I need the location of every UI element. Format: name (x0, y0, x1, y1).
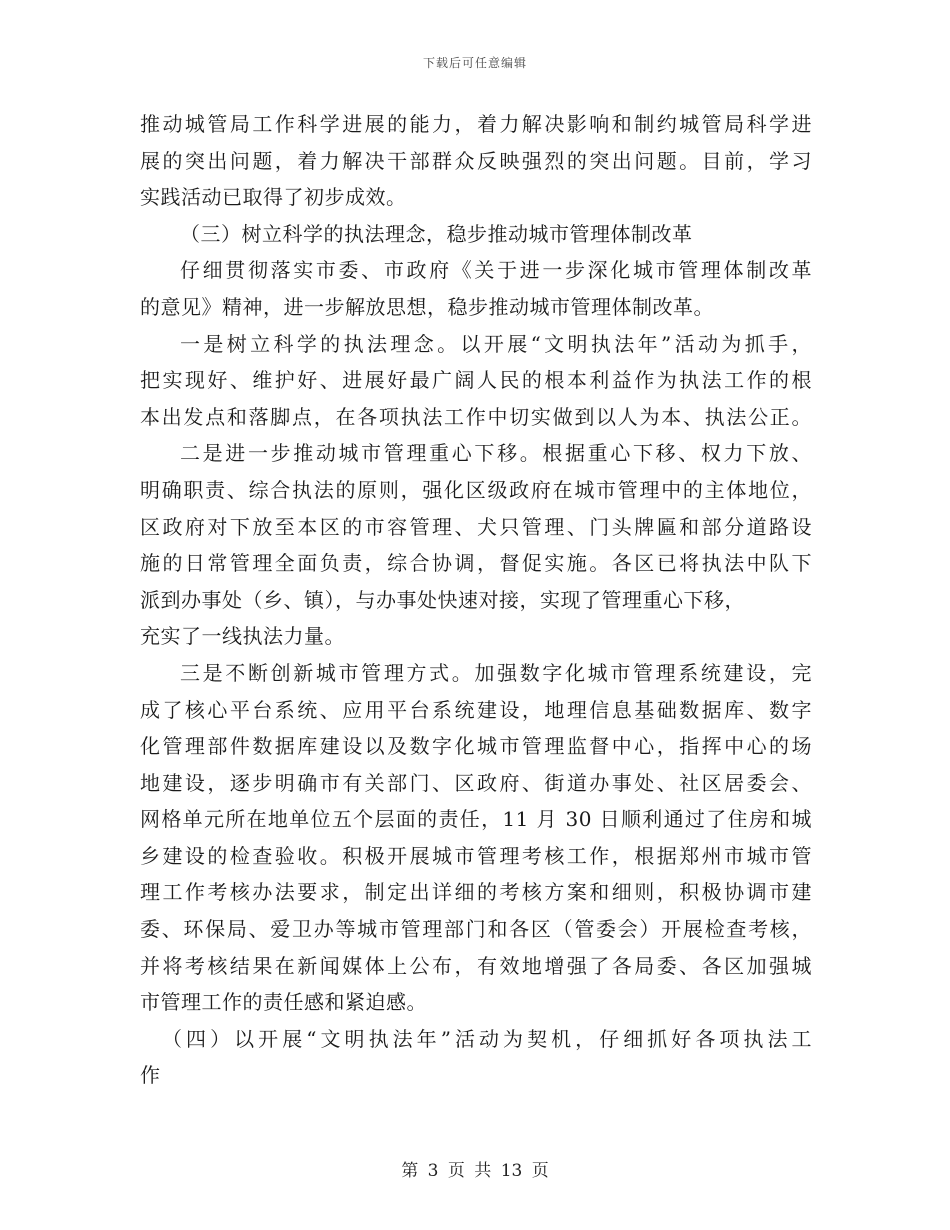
document-body (140, 106, 812, 1094)
text-line: 三是不断创新城市管理方式。加强数字化城市管理系统建设，完 (180, 660, 812, 685)
text-line: 区政府对下放至本区的市容管理、犬只管理、门头牌匾和部分道路设 (140, 514, 812, 539)
text-line: 派到办事处（乡、镇），与办事处快速对接，实现了管理重心下移， (140, 587, 745, 612)
text-line: 明确职责、综合执法的原则，强化区级政府在城市管理中的主体地位， (140, 477, 812, 502)
text-line: 充实了一线执法力量。 (140, 624, 345, 649)
text-line: 的意见》精神，进一步解放思想，稳步推动城市管理体制改革。 (140, 294, 714, 319)
text-line: 市管理工作的责任感和紧迫感。 (140, 990, 427, 1015)
text-line: 把实现好、维护好、进展好最广阔人民的根本利益作为执法工作的根 (140, 368, 812, 393)
page-header: 下载后可任意编辑 (422, 56, 527, 70)
text-line: 理工作考核办法要求，制定出详细的考核方案和细则，积极协调市建 (140, 880, 812, 905)
text-line: 并将考核结果在新闻媒体上公布，有效地增强了各局委、各区加强城 (140, 953, 812, 978)
text-line: 一是树立科学的执法理念。以开展“文明执法年”活动为抓手， (180, 331, 812, 356)
text-line: 展的突出问题，着力解决干部群众反映强烈的突出问题。目前，学习 (140, 148, 812, 173)
text-line: 地建设，逐步明确市有关部门、区政府、街道办事处、社区居委会、 (140, 770, 812, 795)
text-line: 二是进一步推动城市管理重心下移。根据重心下移、权力下放、 (180, 441, 812, 466)
text-line: 作 (140, 1063, 161, 1088)
text-line: 本出发点和落脚点，在各项执法工作中切实做到以人为本、执法公正。 (140, 404, 812, 429)
text-line: 网格单元所在地单位五个层面的责任，11 月 30 日顺利通过了住房和城 (140, 807, 812, 832)
text-line: 委、环保局、爱卫办等城市管理部门和各区（管委会）开展检查考核， (140, 917, 812, 942)
text-line: 成了核心平台系统、应用平台系统建设，地理信息基础数据库、数字 (140, 697, 812, 722)
page-footer: 第 3 页 共 13 页 (401, 1161, 549, 1181)
section-heading: （四）以开展“文明执法年”活动为契机，仔细抓好各项执法工 (162, 1026, 812, 1051)
text-line: 推动城管局工作科学进展的能力，着力解决影响和制约城管局科学进 (140, 112, 812, 136)
section-heading: （三）树立科学的执法理念，稳步推动城市管理体制改革 (180, 221, 693, 246)
text-line: 施的日常管理全面负责，综合协调，督促实施。各区已将执法中队下 (140, 551, 812, 576)
text-line: 仔细贯彻落实市委、市政府《关于进一步深化城市管理体制改革 (180, 258, 812, 283)
text-line: 实践活动已取得了初步成效。 (140, 185, 407, 210)
text-line: 乡建设的检查验收。积极开展城市管理考核工作，根据郑州市城市管 (140, 843, 812, 868)
text-line: 化管理部件数据库建设以及数字化城市管理监督中心，指挥中心的场 (140, 734, 812, 759)
